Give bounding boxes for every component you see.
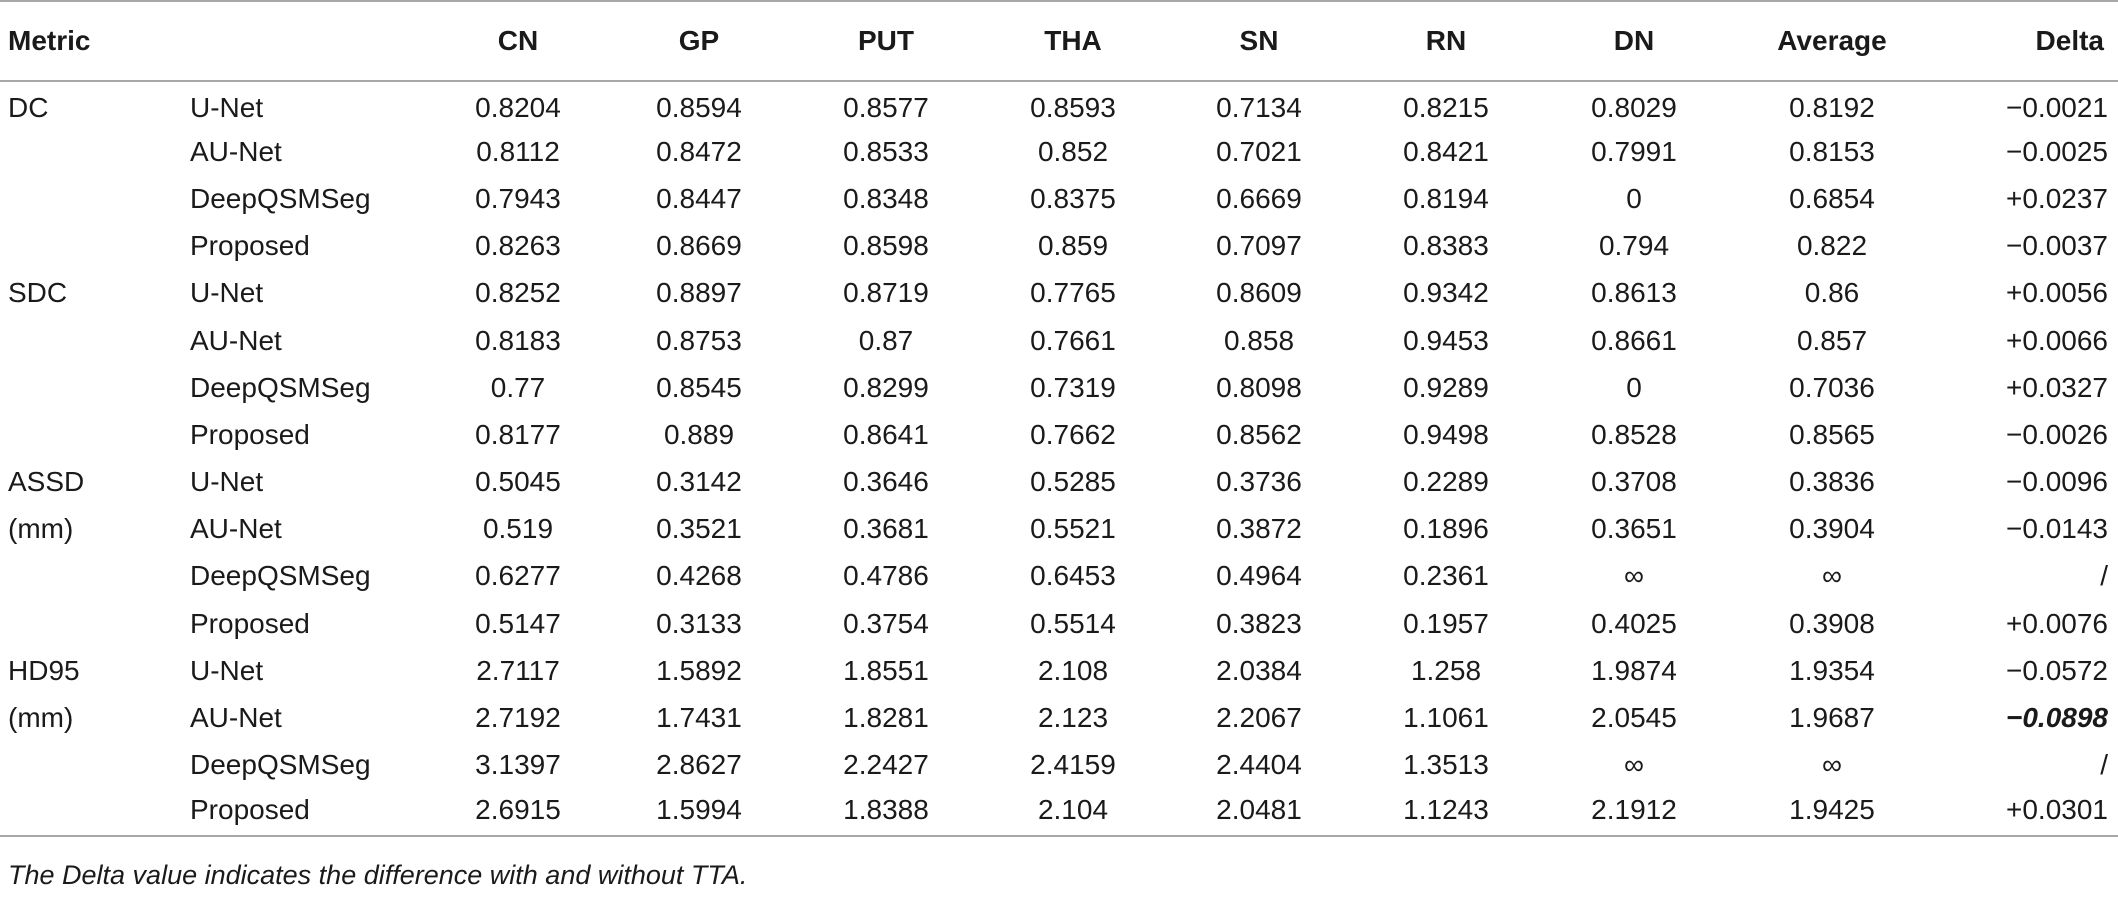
table-row (0, 411, 2118, 458)
cell-tha: 0.7319 (1030, 371, 1116, 403)
cell-average: 0.3904 (1789, 513, 1875, 545)
cell-average: 0.8153 (1789, 135, 1875, 167)
cell-cn: 0.8252 (475, 277, 561, 309)
cell-method: AU-Net (190, 702, 282, 734)
cell-tha: 0.5521 (1030, 513, 1116, 545)
cell-put: 1.8551 (843, 654, 929, 686)
table-row (0, 553, 2118, 600)
header-cn: CN (430, 1, 606, 81)
cell-cn: 0.8112 (476, 135, 560, 167)
cell-method: U-Net (190, 466, 264, 498)
cell-put: 2.2427 (843, 749, 929, 781)
header-tha: THA (980, 1, 1166, 81)
cell-method: Proposed (190, 418, 310, 450)
cell-tha: 0.6453 (1030, 560, 1116, 592)
cell-metric (0, 223, 190, 270)
cell-delta: −0.0898 (2006, 702, 2108, 734)
cell-dn: 0 (1626, 182, 1642, 214)
table-row (0, 647, 2118, 694)
cell-gp: 1.5892 (656, 654, 742, 686)
header-gp: GP (606, 1, 792, 81)
cell-metric (0, 742, 190, 789)
table-row (0, 317, 2118, 364)
cell-put: 0.3681 (843, 513, 929, 545)
cell-sn: 0.4964 (1216, 560, 1302, 592)
cell-average: 0.3836 (1789, 466, 1875, 498)
cell-rn: 1.3513 (1403, 749, 1489, 781)
cell-sn: 0.7021 (1216, 135, 1302, 167)
cell-metric: (mm) (8, 702, 74, 734)
cell-put: 0.8577 (843, 92, 929, 124)
cell-tha: 2.104 (980, 789, 1166, 836)
cell-sn: 2.0481 (1166, 789, 1352, 836)
cell-put: 0.3754 (843, 607, 929, 639)
cell-rn: 1.1243 (1352, 789, 1540, 836)
table-row (0, 600, 2118, 647)
cell-put: 1.8388 (792, 789, 980, 836)
cell-rn: 0.8194 (1403, 182, 1489, 214)
cell-gp: 1.5994 (606, 789, 792, 836)
cell-dn: 0.794 (1598, 230, 1670, 262)
cell-metric: SDC (8, 277, 68, 309)
cell-metric (0, 411, 190, 458)
cell-metric: DC (8, 92, 49, 124)
cell-gp: 0.3521 (656, 513, 742, 545)
cell-average: 0.86 (1804, 277, 1860, 309)
cell-cn: 0.8177 (475, 418, 561, 450)
cell-sn: 2.2067 (1216, 702, 1302, 734)
cell-method: U-Net (190, 277, 264, 309)
table-body (0, 81, 2118, 836)
cell-tha: 0.7765 (1030, 277, 1116, 309)
cell-dn: 0.3708 (1591, 466, 1677, 498)
cell-rn: 0.9498 (1403, 418, 1489, 450)
cell-tha: 0.5285 (1030, 466, 1116, 498)
cell-cn: 0.77 (490, 371, 546, 403)
cell-delta: +0.0327 (2006, 371, 2108, 403)
cell-gp: 0.3133 (656, 607, 742, 639)
cell-average: 0.7036 (1789, 371, 1875, 403)
cell-delta: +0.0237 (2006, 182, 2108, 214)
cell-sn: 0.3823 (1216, 607, 1302, 639)
cell-rn: 0.8421 (1403, 135, 1489, 167)
cell-gp: 0.8472 (656, 135, 742, 167)
cell-rn: 0.9289 (1403, 371, 1489, 403)
cell-method: U-Net (190, 92, 264, 124)
table-row (0, 789, 2118, 836)
cell-metric: ASSD (8, 466, 85, 498)
cell-gp: 2.8627 (656, 749, 742, 781)
table-row (0, 81, 2118, 128)
cell-average: 1.9425 (1728, 789, 1936, 836)
table-footnote: The Delta value indicates the difference with and without TTA. (8, 860, 748, 890)
cell-metric (0, 600, 190, 647)
cell-delta: +0.0301 (1936, 789, 2118, 836)
cell-cn: 2.6915 (430, 789, 606, 836)
cell-metric (0, 364, 190, 411)
cell-put: 0.3646 (843, 466, 929, 498)
cell-sn: 0.6669 (1216, 182, 1302, 214)
cell-sn: 2.4404 (1216, 749, 1302, 781)
cell-rn: 0.8215 (1403, 92, 1489, 124)
table-row (0, 742, 2118, 789)
cell-sn: 0.3872 (1216, 513, 1302, 545)
cell-tha: 0.8375 (1030, 182, 1116, 214)
cell-cn: 0.6277 (475, 560, 561, 592)
header-sn: SN (1166, 1, 1352, 81)
cell-put: 0.87 (858, 324, 914, 356)
cell-cn: 2.7192 (475, 702, 561, 734)
cell-dn: ∞ (1624, 560, 1644, 592)
cell-cn: 3.1397 (475, 749, 561, 781)
header-rn: RN (1352, 1, 1540, 81)
cell-sn: 0.7097 (1216, 230, 1302, 262)
cell-cn: 0.8183 (475, 324, 561, 356)
cell-tha: 0.8593 (1030, 92, 1116, 124)
cell-average: 1.9687 (1789, 702, 1875, 734)
table-row (0, 175, 2118, 222)
header-metric: Metric (0, 1, 190, 81)
cell-dn: ∞ (1624, 749, 1644, 781)
cell-method: DeepQSMSeg (190, 182, 371, 214)
cell-cn: 2.7117 (476, 654, 560, 686)
header-method (190, 1, 430, 81)
cell-cn: 0.8204 (475, 92, 561, 124)
cell-gp: 0.3142 (656, 466, 742, 498)
cell-gp: 0.8594 (656, 92, 742, 124)
cell-rn: 0.1957 (1403, 607, 1489, 639)
table-row (0, 364, 2118, 411)
cell-sn: 0.8562 (1216, 418, 1302, 450)
cell-dn: 0.4025 (1591, 607, 1677, 639)
cell-cn: 0.5147 (475, 607, 561, 639)
cell-delta: +0.0066 (2006, 324, 2108, 356)
cell-gp: 0.889 (663, 418, 735, 450)
cell-tha: 0.5514 (1030, 607, 1116, 639)
cell-metric (0, 789, 190, 836)
cell-average: ∞ (1822, 560, 1842, 592)
cell-method: Proposed (190, 789, 430, 836)
cell-method: U-Net (190, 654, 264, 686)
table-row (0, 694, 2118, 741)
cell-dn: 0.8029 (1591, 92, 1677, 124)
cell-rn: 0.1896 (1403, 513, 1489, 545)
cell-delta: −0.0143 (2006, 513, 2108, 545)
cell-cn: 0.519 (482, 513, 554, 545)
cell-gp: 0.8753 (656, 324, 742, 356)
cell-tha: 0.852 (1037, 135, 1109, 167)
cell-put: 0.8641 (843, 418, 929, 450)
cell-sn: 0.3736 (1216, 466, 1302, 498)
cell-gp: 0.8669 (656, 230, 742, 262)
cell-tha: 0.7661 (1030, 324, 1116, 356)
cell-method: Proposed (190, 607, 310, 639)
cell-average: 0.3908 (1789, 607, 1875, 639)
cell-rn: 0.9342 (1403, 277, 1489, 309)
table-row (0, 128, 2118, 175)
header-delta: Delta (1936, 1, 2118, 81)
cell-sn: 0.8609 (1216, 277, 1302, 309)
cell-metric: (mm) (8, 513, 74, 545)
cell-delta: / (2100, 560, 2108, 592)
cell-delta: −0.0021 (2006, 92, 2108, 124)
cell-tha: 0.7662 (1030, 418, 1116, 450)
cell-tha: 2.123 (1037, 702, 1109, 734)
cell-sn: 0.858 (1223, 324, 1295, 356)
cell-metric (0, 128, 190, 175)
cell-metric (0, 553, 190, 600)
cell-method: DeepQSMSeg (190, 560, 371, 592)
cell-put: 0.8598 (843, 230, 929, 262)
header-dn: DN (1540, 1, 1728, 81)
cell-rn: 1.1061 (1403, 702, 1489, 734)
cell-metric (0, 317, 190, 364)
cell-tha: 2.108 (1037, 654, 1109, 686)
cell-delta: +0.0076 (2006, 607, 2108, 639)
cell-gp: 0.4268 (656, 560, 742, 592)
cell-dn: 2.1912 (1540, 789, 1728, 836)
cell-rn: 0.2361 (1403, 560, 1489, 592)
cell-metric: HD95 (8, 654, 80, 686)
cell-method: Proposed (190, 230, 310, 262)
cell-rn: 0.8383 (1403, 230, 1489, 262)
table-row (0, 506, 2118, 553)
cell-gp: 0.8447 (656, 182, 742, 214)
cell-average: 0.8565 (1789, 418, 1875, 450)
table-row (0, 270, 2118, 317)
cell-put: 0.4786 (843, 560, 929, 592)
cell-dn: 0.8528 (1591, 418, 1677, 450)
cell-dn: 1.9874 (1591, 654, 1677, 686)
cell-average: 0.822 (1796, 230, 1868, 262)
cell-dn: 0 (1626, 371, 1642, 403)
header-average: Average (1728, 1, 1936, 81)
table-row (0, 459, 2118, 506)
cell-average: 1.9354 (1789, 654, 1875, 686)
cell-sn: 0.8098 (1216, 371, 1302, 403)
cell-cn: 0.5045 (475, 466, 561, 498)
cell-average: 0.6854 (1789, 182, 1875, 214)
cell-method: AU-Net (190, 135, 282, 167)
cell-gp: 0.8545 (656, 371, 742, 403)
cell-put: 0.8719 (843, 277, 929, 309)
cell-dn: 0.8613 (1591, 277, 1677, 309)
cell-delta: −0.0096 (2006, 466, 2108, 498)
cell-rn: 1.258 (1410, 654, 1482, 686)
cell-method: AU-Net (190, 513, 282, 545)
cell-gp: 1.7431 (656, 702, 742, 734)
cell-delta: −0.0025 (2006, 135, 2108, 167)
cell-rn: 0.9453 (1403, 324, 1489, 356)
cell-delta: −0.0572 (2006, 654, 2108, 686)
cell-dn: 0.3651 (1591, 513, 1677, 545)
cell-metric (0, 175, 190, 222)
header-row (0, 1, 2118, 81)
cell-dn: 2.0545 (1591, 702, 1677, 734)
cell-method: DeepQSMSeg (190, 371, 371, 403)
cell-cn: 0.7943 (475, 182, 561, 214)
cell-delta: −0.0037 (2006, 230, 2108, 262)
cell-put: 0.8533 (843, 135, 929, 167)
cell-method: DeepQSMSeg (190, 749, 371, 781)
cell-cn: 0.8263 (475, 230, 561, 262)
cell-put: 0.8348 (843, 182, 929, 214)
cell-tha: 0.859 (1037, 230, 1109, 262)
cell-tha: 2.4159 (1030, 749, 1116, 781)
cell-rn: 0.2289 (1403, 466, 1489, 498)
header-put: PUT (792, 1, 980, 81)
cell-delta: +0.0056 (2006, 277, 2108, 309)
cell-sn: 2.0384 (1216, 654, 1302, 686)
cell-dn: 0.8661 (1591, 324, 1677, 356)
cell-dn: 0.7991 (1591, 135, 1677, 167)
cell-average: 0.857 (1796, 324, 1868, 356)
cell-method: AU-Net (190, 324, 282, 356)
cell-average: ∞ (1822, 749, 1842, 781)
cell-put: 1.8281 (843, 702, 929, 734)
table-row (0, 223, 2118, 270)
cell-delta: −0.0026 (2006, 418, 2108, 450)
cell-average: 0.8192 (1789, 92, 1875, 124)
cell-sn: 0.7134 (1216, 92, 1302, 124)
cell-delta: / (2100, 749, 2108, 781)
cell-put: 0.8299 (843, 371, 929, 403)
cell-gp: 0.8897 (656, 277, 742, 309)
